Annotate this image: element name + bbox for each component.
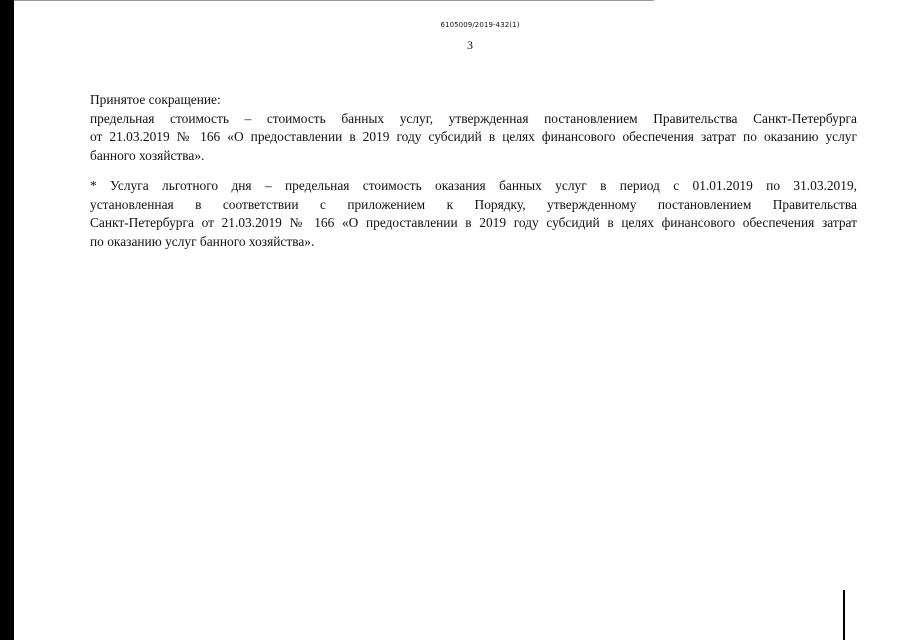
abbreviation-line: предельная стоимость – стоимость банных услуг, утвержденная постановлением Правительства Санкт-Петербурга — [90, 110, 857, 126]
abbreviation-section — [90, 91, 857, 165]
page-number: 3 — [467, 38, 473, 52]
footnote-line: по оказанию услуг банного хозяйства». — [90, 233, 315, 249]
abbreviation-line: от 21.03.2019 № 166 «О предоставлении в 2019 году субсидий в целях финансового обеспечения затрат по оказанию услуг — [90, 129, 857, 144]
scan-left-edge — [0, 0, 14, 640]
footnote-line: * Услуга льготного дня – предельная стоимость оказания банных услуг в период с 01.01.2019 по 31.03.2019, — [90, 178, 857, 193]
footnote-line: установленная в соответствии с приложением к Порядку, утвержденному постановлением Правительства — [90, 196, 857, 212]
abbreviation-line: банного хозяйства». — [90, 147, 205, 163]
abbreviation-heading: Принятое сокращение: — [90, 92, 221, 107]
footnote-line: Санкт-Петербурга от 21.03.2019 № 166 «О предоставлении в 2019 году субсидий в целях финансового обеспечения затрат — [90, 215, 857, 230]
scan-right-edge — [843, 590, 845, 640]
document-number: 6105009/2019-432(1) — [440, 21, 520, 29]
scan-top-rule — [14, 0, 654, 1]
footnote-section — [90, 177, 857, 251]
